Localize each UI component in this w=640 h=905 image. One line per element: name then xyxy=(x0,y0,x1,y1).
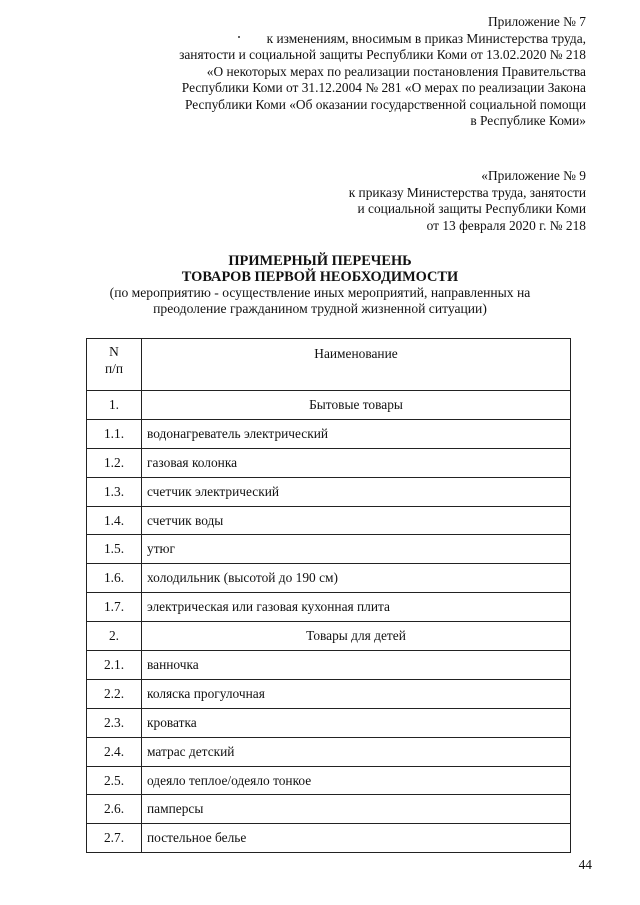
inner-header-line: «Приложение № 9 xyxy=(481,168,586,183)
goods-table xyxy=(86,338,571,853)
item-name: электрическая или газовая кухонная плита xyxy=(142,593,571,622)
item-name: водонагреватель электрический xyxy=(142,419,571,448)
row-number: 2.5. xyxy=(87,766,142,795)
row-number: 2.2. xyxy=(87,679,142,708)
table-row xyxy=(87,593,571,622)
table-row xyxy=(87,477,571,506)
row-number: 1. xyxy=(87,391,142,420)
appendix-header-line: Республики Коми от 31.12.2004 № 281 «О мерах по реализации Закона xyxy=(181,80,586,95)
table-body xyxy=(87,391,571,853)
table-row xyxy=(87,708,571,737)
appendix-header-line: в Республике Коми» xyxy=(470,113,586,128)
subtitle-line-2: преодоление гражданином трудной жизненной ситуации) xyxy=(153,300,487,316)
column-header-number-line1: N xyxy=(109,344,119,359)
column-header-number-line2: п/п xyxy=(104,361,124,376)
item-name: постельное белье xyxy=(142,824,571,853)
item-name: матрас детский xyxy=(142,737,571,766)
row-number: 2.6. xyxy=(87,795,142,824)
row-number: 1.1. xyxy=(87,419,142,448)
column-header-number xyxy=(87,339,142,391)
row-number: 1.4. xyxy=(87,506,142,535)
row-number: 2.1. xyxy=(87,651,142,680)
item-name: памперсы xyxy=(142,795,571,824)
item-name: одеяло теплое/одеяло тонкое xyxy=(142,766,571,795)
row-number: 1.3. xyxy=(87,477,142,506)
row-number: 2. xyxy=(87,622,142,651)
appendix-header-line: Республики Коми «Об оказании государственной социальной помощи xyxy=(185,96,586,112)
column-header-name: Наименование xyxy=(142,339,571,391)
item-name: счетчик электрический xyxy=(142,477,571,506)
category-name: Товары для детей xyxy=(142,622,571,651)
title-line-2: ТОВАРОВ ПЕРВОЙ НЕОБХОДИМОСТИ xyxy=(181,269,459,285)
table-row xyxy=(87,535,571,564)
item-name: утюг xyxy=(142,535,571,564)
table-row xyxy=(87,506,571,535)
item-name: счетчик воды xyxy=(142,506,571,535)
table-row xyxy=(87,766,571,795)
category-row xyxy=(87,391,571,420)
table-row xyxy=(87,679,571,708)
inner-header-line: и социальной защиты Республики Коми xyxy=(357,201,586,216)
table-row xyxy=(87,737,571,766)
item-name: газовая колонка xyxy=(142,448,571,477)
row-number: 1.5. xyxy=(87,535,142,564)
appendix-header-line: Приложение № 7 xyxy=(487,14,586,29)
appendix-header-line: «О некоторых мерах по реализации постановления Правительства xyxy=(206,63,586,79)
item-name: холодильник (высотой до 190 см) xyxy=(142,564,571,593)
inner-appendix-header xyxy=(186,168,586,234)
item-name: коляска прогулочная xyxy=(142,679,571,708)
appendix-header xyxy=(66,14,586,130)
table-row xyxy=(87,564,571,593)
page-number: 44 xyxy=(578,857,592,872)
appendix-header-line: занятости и социальной защиты Республики Коми от 13.02.2020 № 218 xyxy=(179,47,586,62)
table-row xyxy=(87,419,571,448)
item-name: ванночка xyxy=(142,651,571,680)
table-row xyxy=(87,795,571,824)
category-name: Бытовые товары xyxy=(142,391,571,420)
item-name: кроватка xyxy=(142,708,571,737)
title-line-1: ПРИМЕРНЫЙ ПЕРЕЧЕНЬ xyxy=(228,253,412,269)
table-header-row xyxy=(87,339,571,391)
category-row xyxy=(87,622,571,651)
row-number: 2.3. xyxy=(87,708,142,737)
appendix-header-line: к изменениям, вносимым в приказ Министерства труда, xyxy=(266,30,586,46)
table-row xyxy=(87,448,571,477)
row-number: 2.7. xyxy=(87,824,142,853)
row-number: 1.2. xyxy=(87,448,142,477)
table-row xyxy=(87,651,571,680)
subtitle-line-1: (по мероприятию - осуществление иных мероприятий, направленных на xyxy=(109,285,531,300)
row-number: 1.7. xyxy=(87,593,142,622)
document-title xyxy=(60,253,580,316)
row-number: 2.4. xyxy=(87,737,142,766)
row-number: 1.6. xyxy=(87,564,142,593)
table-row xyxy=(87,824,571,853)
inner-header-line: от 13 февраля 2020 г. № 218 xyxy=(426,217,586,233)
inner-header-line: к приказу Министерства труда, занятости xyxy=(348,184,586,200)
